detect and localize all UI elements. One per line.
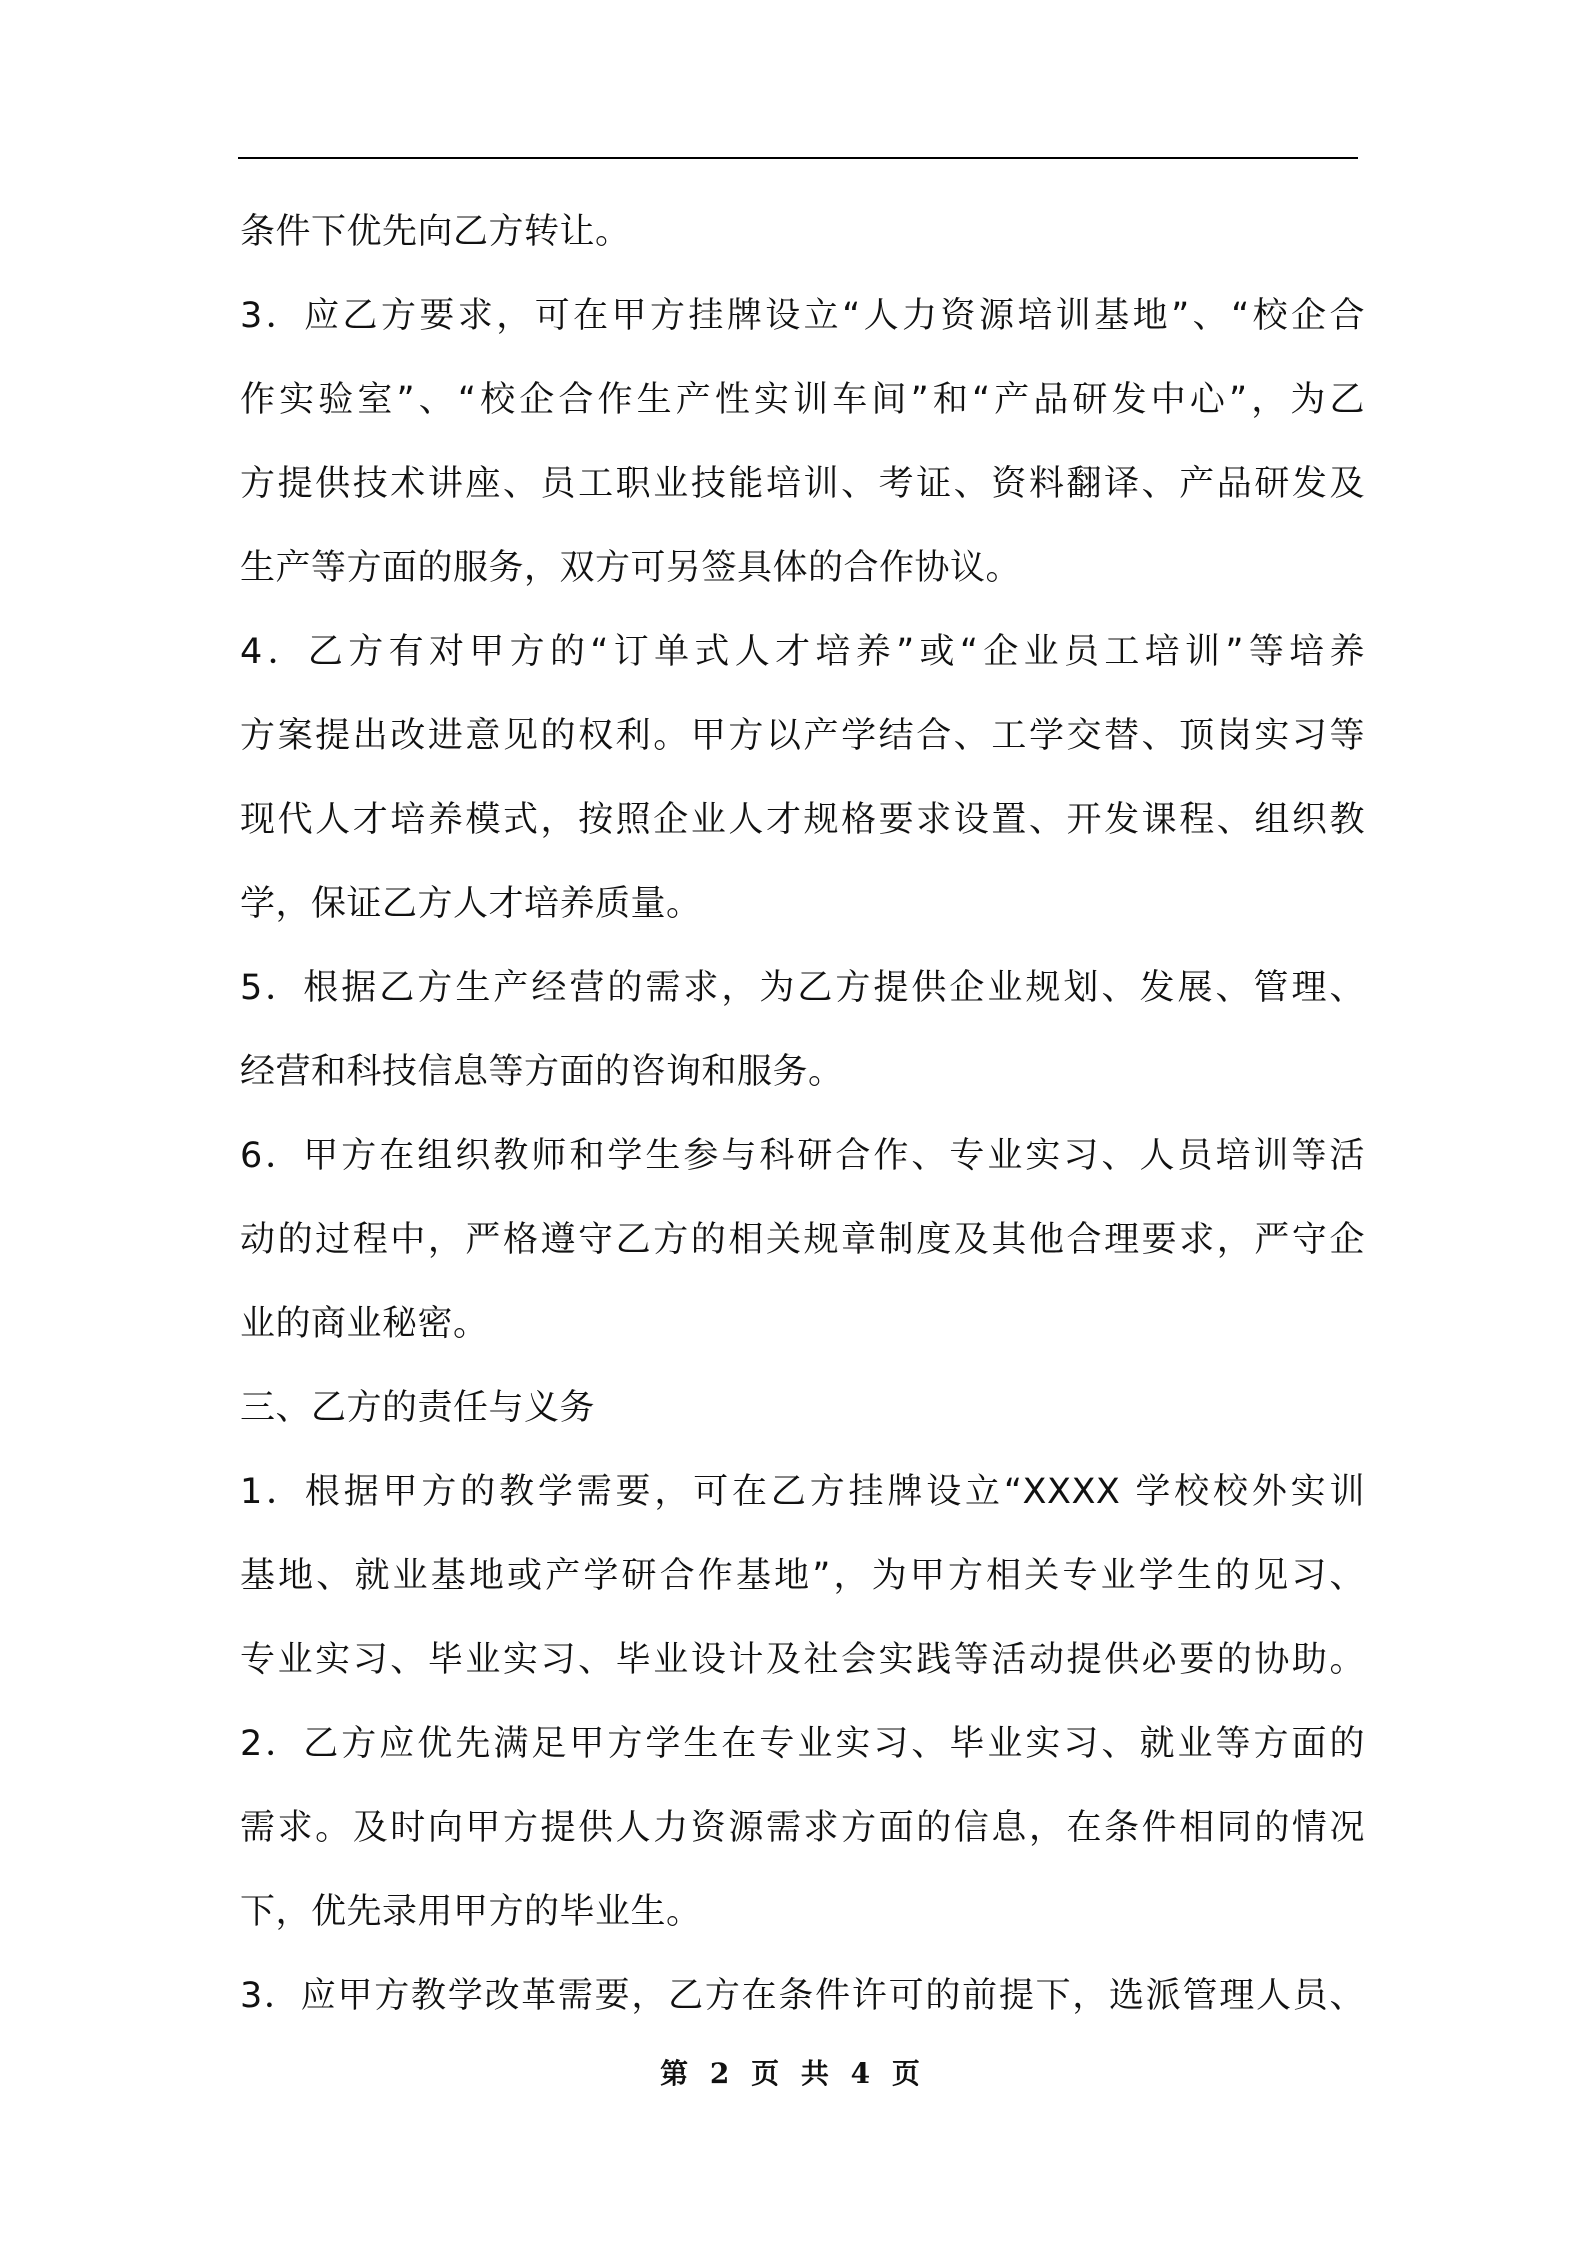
- text-line: 作实验室”、“校企合作生产性实训车间”和“产品研发中心”，为乙: [240, 380, 1365, 420]
- text-line: 6．甲方在组织教师和学生参与科研合作、专业实习、人员培训等活: [240, 1136, 1365, 1176]
- text-line: 方案提出改进意见的权利。甲方以产学结合、工学交替、顶岗实习等: [240, 716, 1365, 756]
- text-line: 下，优先录用甲方的毕业生。: [240, 1892, 702, 1932]
- text-line: 学，保证乙方人才培养质量。: [240, 884, 702, 924]
- text-line: 1．根据甲方的教学需要，可在乙方挂牌设立“XXXX 学校校外实训: [240, 1472, 1365, 1512]
- text-line: 业的商业秘密。: [240, 1304, 489, 1344]
- text-line: 方提供技术讲座、员工职业技能培训、考证、资料翻译、产品研发及: [240, 464, 1365, 504]
- text-line: 生产等方面的服务，双方可另签具体的合作协议。: [240, 548, 1022, 588]
- text-line: 3．应甲方教学改革需要，乙方在条件许可的前提下，选派管理人员、: [240, 1976, 1365, 2016]
- text-line: 需求。及时向甲方提供人力资源需求方面的信息，在条件相同的情况: [240, 1808, 1365, 1848]
- text-line: 动的过程中，严格遵守乙方的相关规章制度及其他合理要求，严守企: [240, 1220, 1365, 1260]
- header-rule: [238, 157, 1358, 159]
- page-number-footer: 第 2 页 共 4 页: [660, 2057, 926, 2090]
- section-heading: 三、乙方的责任与义务: [240, 1388, 596, 1428]
- text-line: 现代人才培养模式，按照企业人才规格要求设置、开发课程、组织教: [240, 800, 1365, 840]
- text-line: 4．乙方有对甲方的“订单式人才培养”或“企业员工培训”等培养: [240, 632, 1365, 672]
- text-line: 5．根据乙方生产经营的需求，为乙方提供企业规划、发展、管理、: [240, 968, 1365, 1008]
- text-line: 经营和科技信息等方面的咨询和服务。: [240, 1052, 844, 1092]
- text-line: 条件下优先向乙方转让。: [240, 212, 631, 252]
- body-text: [240, 190, 1365, 2038]
- text-line: 3．应乙方要求，可在甲方挂牌设立“人力资源培训基地”、“校企合: [240, 296, 1365, 336]
- text-line: 2．乙方应优先满足甲方学生在专业实习、毕业实习、就业等方面的: [240, 1724, 1365, 1764]
- text-line: 专业实习、毕业实习、毕业设计及社会实践等活动提供必要的协助。: [240, 1640, 1365, 1680]
- text-line: 基地、就业基地或产学研合作基地”，为甲方相关专业学生的见习、: [240, 1556, 1365, 1596]
